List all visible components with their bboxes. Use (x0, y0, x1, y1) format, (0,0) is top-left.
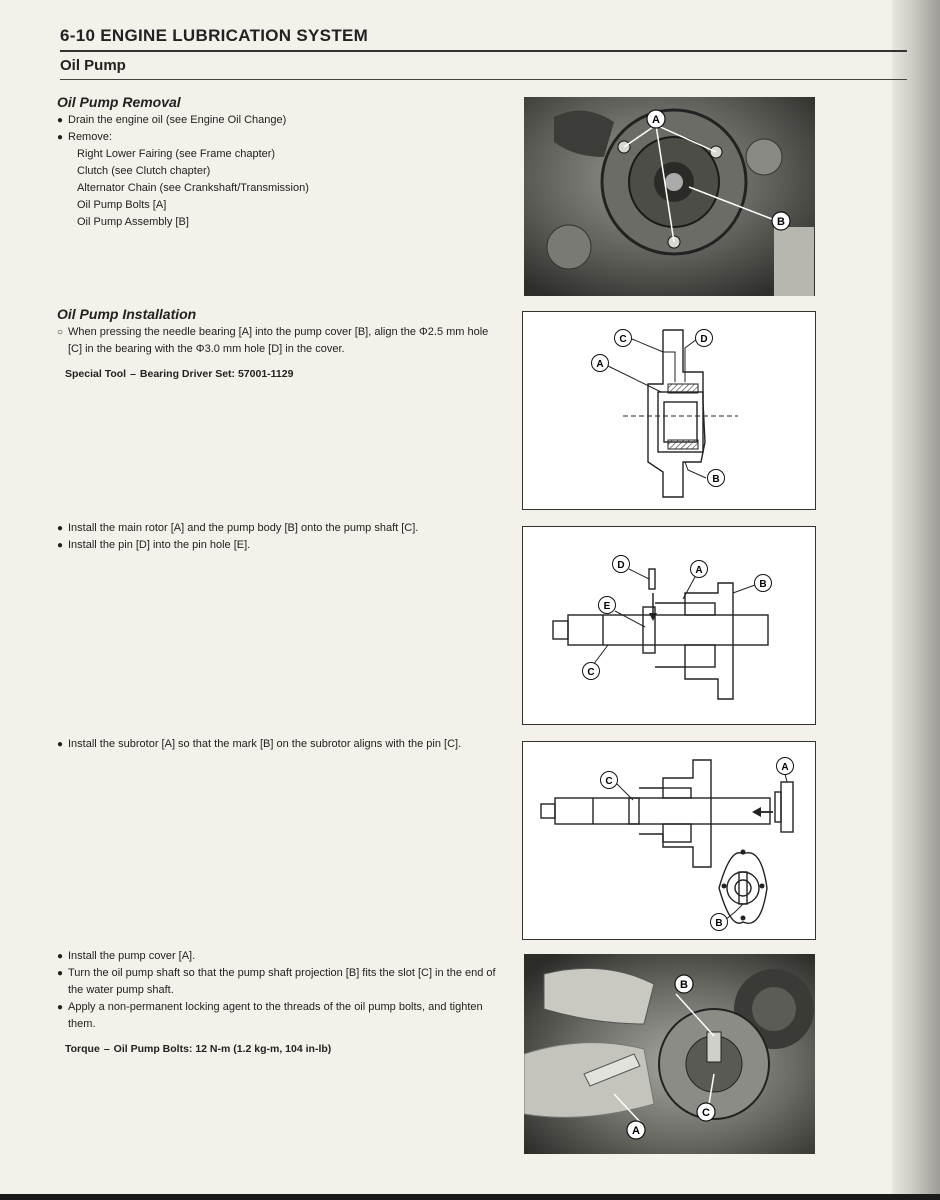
svg-text:E: E (603, 601, 611, 612)
bearing-diagram-graphic (523, 312, 815, 509)
callout-a (627, 1121, 645, 1139)
callout-a (777, 758, 794, 775)
rotor-diagram-graphic (523, 527, 815, 724)
cover-step (57, 965, 503, 999)
torque-label: Torque (65, 1043, 100, 1055)
callout-a (592, 355, 609, 372)
removal-step (57, 129, 503, 146)
pump-cover-photo (524, 954, 815, 1154)
cover-step (57, 999, 503, 1033)
subrotor-step-text: Install the subrotor [A] so that the mark [B] on the subrotor aligns with the pin [C]. (68, 738, 462, 750)
subrotor-step (57, 736, 503, 753)
bullet-marker: ● (57, 968, 64, 979)
subrotor-installation-diagram (522, 741, 816, 940)
removal-step (57, 112, 503, 129)
removal-item: Clutch (see Clutch chapter) (77, 165, 211, 177)
svg-text:D: D (617, 560, 625, 571)
svg-text:A: A (652, 114, 660, 126)
bullet-marker: ● (57, 523, 64, 534)
rotor-step-text: Install the pin [D] into the pin hole [E]. (68, 539, 251, 551)
callout-b (675, 975, 693, 993)
subrotor-section (57, 736, 503, 753)
removal-photo-graphic (524, 97, 815, 296)
rotor-step-text: Install the main rotor [A] and the pump body [B] onto the pump shaft [C]. (68, 522, 419, 534)
special-tool-line: Special Tool – Bearing Driver Set: 57001-1129 (65, 368, 294, 380)
bullet-marker: ● (57, 1002, 64, 1013)
page-header (60, 26, 907, 80)
special-tool-value: Bearing Driver Set: 57001-1129 (139, 368, 294, 380)
cover-section (57, 948, 503, 1058)
bearing-installation-diagram (522, 311, 816, 510)
callout-a (691, 561, 708, 578)
svg-text:C: C (702, 1107, 710, 1119)
cover-step-text: Install the pump cover [A]. (68, 950, 196, 962)
removal-item: Right Lower Fairing (see Frame chapter) (77, 148, 276, 160)
special-tool-label: Special Tool (65, 368, 127, 380)
removal-item: Oil Pump Bolts [A] (77, 199, 167, 211)
svg-text:A: A (596, 359, 604, 370)
subrotor-diagram-graphic (523, 742, 815, 939)
callout-b (772, 212, 790, 230)
callout-c (601, 772, 618, 789)
callout-c (615, 330, 632, 347)
section-title: Oil Pump (60, 57, 126, 74)
bullet-marker-hollow: ○ (57, 327, 64, 338)
subrotor-front-view (719, 853, 767, 924)
callout-e (599, 597, 616, 614)
callout-b (711, 914, 728, 931)
svg-text:C: C (605, 776, 613, 787)
callout-d (696, 330, 713, 347)
bullet-marker: ● (57, 739, 64, 750)
callout-b (708, 470, 725, 487)
page-title: 6-10 ENGINE LUBRICATION SYSTEM (60, 26, 369, 45)
removal-step-text: Remove: (68, 131, 113, 143)
rotor-step (57, 537, 503, 554)
removal-item: Oil Pump Assembly [B] (77, 216, 189, 228)
svg-text:B: B (712, 474, 720, 485)
cover-photo-graphic (524, 954, 815, 1154)
rotor-section (57, 520, 503, 554)
callout-a (647, 110, 665, 128)
bullet-marker: ● (57, 115, 64, 126)
svg-text:B: B (680, 979, 688, 991)
cover-step-text: Turn the oil pump shaft so that the pump shaft projection [B] fits the slot [C] in the end of the water pump shaft. (68, 967, 496, 996)
svg-text:C: C (587, 667, 595, 678)
callout-c (697, 1103, 715, 1121)
removal-step-text: Drain the engine oil (see Engine Oil Change) (68, 114, 287, 126)
oil-pump-removal-photo (524, 97, 815, 296)
callout-c (583, 663, 600, 680)
bullet-marker: ● (57, 951, 64, 962)
title-rule (60, 50, 907, 52)
svg-text:D: D (700, 334, 708, 345)
svg-text:A: A (632, 1125, 640, 1137)
rotor-installation-diagram (522, 526, 816, 725)
removal-heading: Oil Pump Removal (57, 94, 181, 110)
removal-section (57, 94, 503, 231)
installation-section (57, 306, 503, 383)
svg-text:A: A (695, 565, 703, 576)
installation-step-text: When pressing the needle bearing [A] into the pump cover [B], align the Φ2.5 mm hole [C] in the bearing with the Φ3.0 mm hole [D] in the cover. (68, 326, 489, 355)
installation-heading: Oil Pump Installation (57, 306, 197, 322)
torque-value: Oil Pump Bolts: 12 N-m (1.2 kg-m, 104 in-lb) (113, 1043, 332, 1055)
installation-step (57, 324, 503, 358)
svg-text:A: A (781, 762, 789, 773)
page-binding-edge (892, 0, 940, 1200)
removal-item: Alternator Chain (see Crankshaft/Transmission) (77, 182, 309, 194)
svg-text:C: C (619, 334, 627, 345)
section-rule (60, 79, 907, 80)
callout-b (755, 575, 772, 592)
cover-step (57, 948, 503, 965)
scan-bottom-band (0, 1194, 940, 1200)
rotor-step (57, 520, 503, 537)
cover-step-text: Apply a non-permanent locking agent to the threads of the oil pump bolts, and tighten them. (68, 1001, 483, 1030)
callout-d (613, 556, 630, 573)
svg-text:B: B (759, 579, 767, 590)
torque-line: Torque – Oil Pump Bolts: 12 N-m (1.2 kg-m, 104 in-lb) (65, 1043, 332, 1055)
bullet-marker: ● (57, 132, 64, 143)
svg-text:B: B (777, 216, 785, 228)
svg-text:B: B (715, 918, 723, 929)
bullet-marker: ● (57, 540, 64, 551)
